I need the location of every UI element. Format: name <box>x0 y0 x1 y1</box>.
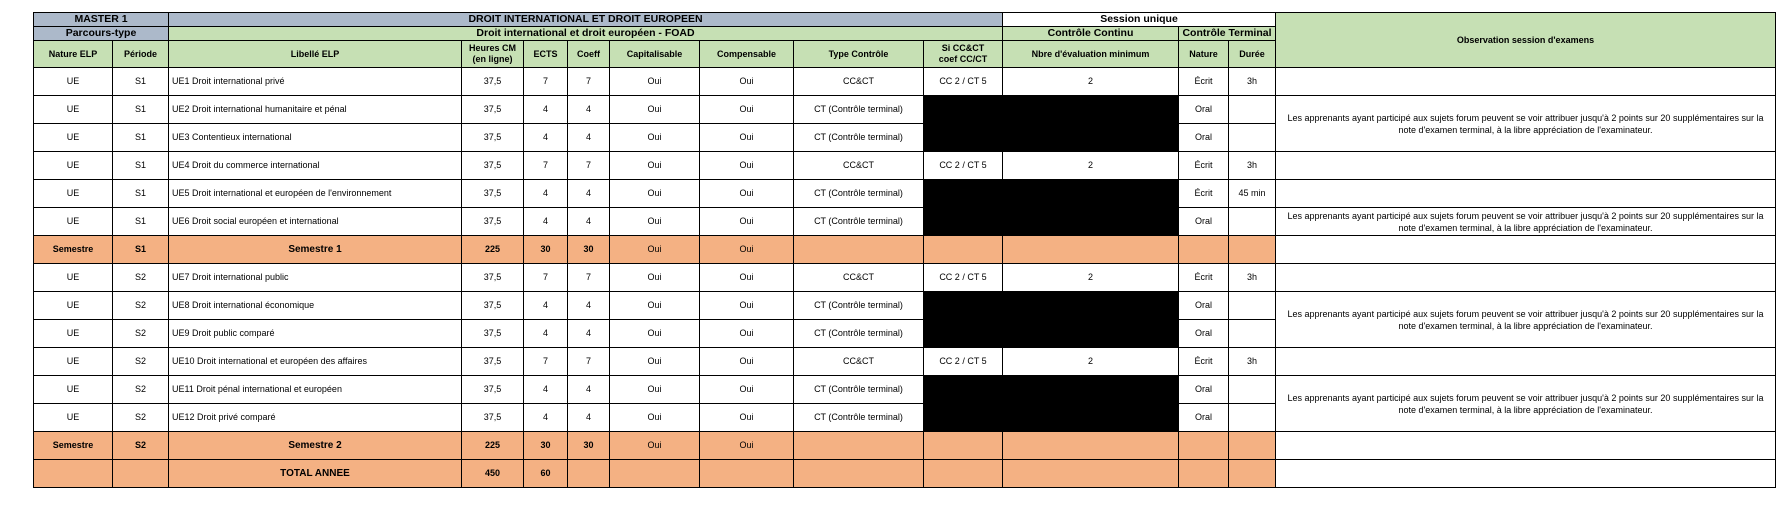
cell-duree <box>1229 320 1276 348</box>
controle-continu-header: Contrôle Continu <box>1003 27 1179 41</box>
cell-libelle: UE2 Droit international humanitaire et pénal <box>169 96 462 124</box>
cell-heures: 37,5 <box>462 320 524 348</box>
cell-coef <box>924 236 1003 264</box>
cell-observation <box>1276 348 1776 376</box>
cell-periode <box>113 460 169 488</box>
cell-ects: 30 <box>524 236 568 264</box>
cell-capitalisable: Oui <box>610 404 700 432</box>
cell-heures: 37,5 <box>462 292 524 320</box>
cell-capitalisable <box>610 460 700 488</box>
cell-ct-nature: Écrit <box>1179 180 1229 208</box>
cell-nbre: 2 <box>1003 152 1179 180</box>
cell-observation <box>1276 460 1776 488</box>
cell-duree <box>1229 376 1276 404</box>
cell-periode: S2 <box>113 264 169 292</box>
semester-row <box>34 432 1776 460</box>
cell-duree <box>1229 124 1276 152</box>
col-heures-line1: Heures CM <box>468 43 516 53</box>
cell-compensable <box>700 460 794 488</box>
cell-ct-nature: Écrit <box>1179 68 1229 96</box>
semester-row <box>34 236 1776 264</box>
cell-type: CT (Contrôle terminal) <box>794 124 924 152</box>
cell-type: CC&CT <box>794 68 924 96</box>
cell-libelle: UE9 Droit public comparé <box>169 320 462 348</box>
cell-observation <box>1276 68 1776 96</box>
cell-ct-nature: Écrit <box>1179 348 1229 376</box>
cell-capitalisable: Oui <box>610 68 700 96</box>
cell-ects: 4 <box>524 404 568 432</box>
cell-coeff: 7 <box>568 264 610 292</box>
cell-periode: S2 <box>113 292 169 320</box>
cell-observation: Les apprenants ayant participé aux sujets forum peuvent se voir attribuer jusqu'à 2 points sur 20 supplémentaires sur la note d'examen terminal, à la libre appréciation de l'examinateur. <box>1276 292 1776 348</box>
cell-libelle: UE12 Droit privé comparé <box>169 404 462 432</box>
cell-coeff: 4 <box>568 376 610 404</box>
cell-heures: 37,5 <box>462 404 524 432</box>
cell-compensable: Oui <box>700 152 794 180</box>
cell-duree: 45 min <box>1229 180 1276 208</box>
cell-ct-nature <box>1179 460 1229 488</box>
cell-capitalisable: Oui <box>610 236 700 264</box>
cell-libelle: UE11 Droit pénal international et européen <box>169 376 462 404</box>
cell-coeff: 4 <box>568 404 610 432</box>
cell-periode: S2 <box>113 348 169 376</box>
cell-coeff: 4 <box>568 208 610 236</box>
cell-capitalisable: Oui <box>610 264 700 292</box>
cell-capitalisable: Oui <box>610 376 700 404</box>
col-heures <box>462 41 524 68</box>
cell-ects: 7 <box>524 152 568 180</box>
cell-libelle: UE10 Droit international et européen des affaires <box>169 348 462 376</box>
cell-compensable: Oui <box>700 404 794 432</box>
cell-periode: S1 <box>113 96 169 124</box>
cell-observation <box>1276 236 1776 264</box>
cell-capitalisable: Oui <box>610 432 700 460</box>
cell-compensable: Oui <box>700 320 794 348</box>
cell-coef <box>924 460 1003 488</box>
cell-ects: 4 <box>524 180 568 208</box>
session-label: Session unique <box>1003 13 1276 27</box>
cell-ct-nature: Oral <box>1179 292 1229 320</box>
cell-duree: 3h <box>1229 152 1276 180</box>
cell-heures: 225 <box>462 432 524 460</box>
cell-coeff: 4 <box>568 292 610 320</box>
cell-type: CT (Contrôle terminal) <box>794 292 924 320</box>
cell-ects: 4 <box>524 320 568 348</box>
cell-duree <box>1229 292 1276 320</box>
col-coef-line1: Si CC&CT <box>941 43 985 53</box>
cell-type <box>794 236 924 264</box>
cell-ct-nature: Oral <box>1179 376 1229 404</box>
cell-periode: S2 <box>113 432 169 460</box>
table-row <box>34 152 1776 180</box>
cell-ects: 30 <box>524 432 568 460</box>
col-nature: Nature <box>1179 41 1229 68</box>
cell-duree: 3h <box>1229 264 1276 292</box>
cell-ects: 4 <box>524 208 568 236</box>
cell-compensable: Oui <box>700 68 794 96</box>
cell-coef: CC 2 / CT 5 <box>924 264 1003 292</box>
cell-nbre <box>1003 432 1179 460</box>
col-type-controle: Type Contrôle <box>794 41 924 68</box>
parcours-label: Parcours-type <box>34 27 169 41</box>
cell-nbre: 2 <box>1003 68 1179 96</box>
cell-nbre <box>1003 236 1179 264</box>
cell-heures: 37,5 <box>462 180 524 208</box>
cell-ct-nature <box>1179 236 1229 264</box>
cell-libelle: Semestre 1 <box>169 236 462 264</box>
cell-heures: 37,5 <box>462 208 524 236</box>
cell-libelle: UE5 Droit international et européen de l'environnement <box>169 180 462 208</box>
cell-heures: 37,5 <box>462 264 524 292</box>
cell-libelle: TOTAL ANNEE <box>169 460 462 488</box>
cell-heures: 37,5 <box>462 68 524 96</box>
col-compensable: Compensable <box>700 41 794 68</box>
table-row <box>34 348 1776 376</box>
cell-duree <box>1229 432 1276 460</box>
table-row <box>34 292 1776 320</box>
cell-periode: S1 <box>113 68 169 96</box>
cell-periode: S1 <box>113 152 169 180</box>
cell-coeff <box>568 460 610 488</box>
cell-coef <box>924 432 1003 460</box>
cell-compensable: Oui <box>700 264 794 292</box>
cell-nature: UE <box>34 320 113 348</box>
cell-observation: Les apprenants ayant participé aux sujets forum peuvent se voir attribuer jusqu'à 2 points sur 20 supplémentaires sur la note d'examen terminal, à la libre appréciation de l'examinateur. <box>1276 96 1776 152</box>
cell-nature: UE <box>34 264 113 292</box>
cell-compensable: Oui <box>700 292 794 320</box>
cell-nature: Semestre <box>34 432 113 460</box>
cell-heures: 225 <box>462 236 524 264</box>
col-periode: Période <box>113 41 169 68</box>
col-capitalisable: Capitalisable <box>610 41 700 68</box>
cell-compensable: Oui <box>700 432 794 460</box>
cell-capitalisable: Oui <box>610 152 700 180</box>
cell-ct-nature: Oral <box>1179 124 1229 152</box>
cell-capitalisable: Oui <box>610 180 700 208</box>
cell-type: CC&CT <box>794 348 924 376</box>
cell-coeff: 7 <box>568 348 610 376</box>
col-coef-line2: coef CC/CT <box>938 54 988 64</box>
table-row <box>34 264 1776 292</box>
cell-type: CT (Contrôle terminal) <box>794 376 924 404</box>
cell-type <box>794 432 924 460</box>
cell-heures: 37,5 <box>462 348 524 376</box>
cell-ects: 4 <box>524 124 568 152</box>
cell-heures: 37,5 <box>462 152 524 180</box>
table-row <box>34 96 1776 124</box>
col-ects: ECTS <box>524 41 568 68</box>
cell-nature: UE <box>34 292 113 320</box>
cell-ects: 7 <box>524 68 568 96</box>
cell-coeff: 30 <box>568 432 610 460</box>
cell-periode: S1 <box>113 124 169 152</box>
cell-observation <box>1276 180 1776 208</box>
cell-duree <box>1229 404 1276 432</box>
cell-capitalisable: Oui <box>610 208 700 236</box>
table-row <box>34 208 1776 236</box>
cell-capitalisable: Oui <box>610 348 700 376</box>
cell-ct-nature <box>1179 432 1229 460</box>
cell-observation <box>1276 264 1776 292</box>
cell-nature: UE <box>34 152 113 180</box>
cell-coef: CC 2 / CT 5 <box>924 152 1003 180</box>
cell-coeff: 7 <box>568 152 610 180</box>
cell-compensable: Oui <box>700 96 794 124</box>
cell-compensable: Oui <box>700 348 794 376</box>
cell-ct-nature: Écrit <box>1179 152 1229 180</box>
cell-periode: S1 <box>113 180 169 208</box>
col-nature-elp: Nature ELP <box>34 41 113 68</box>
col-coeff: Coeff <box>568 41 610 68</box>
cell-ects: 4 <box>524 292 568 320</box>
cell-duree: 3h <box>1229 68 1276 96</box>
cell-observation <box>1276 152 1776 180</box>
program-title: DROIT INTERNATIONAL ET DROIT EUROPEEN <box>169 13 1003 27</box>
cell-type: CT (Contrôle terminal) <box>794 96 924 124</box>
cell-duree <box>1229 208 1276 236</box>
cell-nature <box>34 460 113 488</box>
cell-ects: 60 <box>524 460 568 488</box>
table-row <box>34 68 1776 96</box>
exam-rules-table <box>33 12 1776 488</box>
cell-type: CC&CT <box>794 152 924 180</box>
cell-nature: UE <box>34 180 113 208</box>
cell-periode: S1 <box>113 236 169 264</box>
cell-ct-nature: Écrit <box>1179 264 1229 292</box>
cell-type: CT (Contrôle terminal) <box>794 208 924 236</box>
parcours-value: Droit international et droit européen - FOAD <box>169 27 1003 41</box>
cell-nature: UE <box>34 404 113 432</box>
cell-periode: S2 <box>113 320 169 348</box>
cell-heures: 37,5 <box>462 124 524 152</box>
cell-compensable: Oui <box>700 236 794 264</box>
cell-capitalisable: Oui <box>610 124 700 152</box>
cell-libelle: UE8 Droit international économique <box>169 292 462 320</box>
cell-observation: Les apprenants ayant participé aux sujets forum peuvent se voir attribuer jusqu'à 2 points sur 20 supplémentaires sur la note d'examen terminal, à la libre appréciation de l'examinateur. <box>1276 208 1776 236</box>
cell-nbre <box>1003 460 1179 488</box>
cell-compensable: Oui <box>700 376 794 404</box>
cell-coeff: 4 <box>568 320 610 348</box>
redacted-block <box>924 292 1179 348</box>
cell-coef: CC 2 / CT 5 <box>924 348 1003 376</box>
redacted-block <box>924 96 1179 152</box>
cell-duree: 3h <box>1229 348 1276 376</box>
cell-libelle: UE1 Droit international privé <box>169 68 462 96</box>
cell-ects: 7 <box>524 348 568 376</box>
cell-nature: UE <box>34 124 113 152</box>
cell-duree <box>1229 236 1276 264</box>
cell-duree <box>1229 96 1276 124</box>
cell-ct-nature: Oral <box>1179 208 1229 236</box>
cell-libelle: UE7 Droit international public <box>169 264 462 292</box>
col-coef-cc-ct <box>924 41 1003 68</box>
cell-compensable: Oui <box>700 208 794 236</box>
cell-ects: 4 <box>524 376 568 404</box>
cell-type: CT (Contrôle terminal) <box>794 404 924 432</box>
cell-nature: UE <box>34 68 113 96</box>
redacted-block <box>924 180 1179 236</box>
cell-libelle: UE4 Droit du commerce international <box>169 152 462 180</box>
col-duree: Durée <box>1229 41 1276 68</box>
cell-capitalisable: Oui <box>610 292 700 320</box>
cell-libelle: Semestre 2 <box>169 432 462 460</box>
cell-nbre: 2 <box>1003 264 1179 292</box>
cell-periode: S2 <box>113 404 169 432</box>
cell-ects: 7 <box>524 264 568 292</box>
col-nbre-evaluation: Nbre d'évaluation minimum <box>1003 41 1179 68</box>
cell-capitalisable: Oui <box>610 320 700 348</box>
cell-periode: S2 <box>113 376 169 404</box>
cell-ct-nature: Oral <box>1179 404 1229 432</box>
cell-nature: UE <box>34 348 113 376</box>
cell-nature: UE <box>34 96 113 124</box>
cell-nature: Semestre <box>34 236 113 264</box>
cell-ects: 4 <box>524 96 568 124</box>
cell-libelle: UE6 Droit social européen et international <box>169 208 462 236</box>
cell-nature: UE <box>34 376 113 404</box>
cell-coeff: 30 <box>568 236 610 264</box>
cell-coeff: 4 <box>568 96 610 124</box>
cell-libelle: UE3 Contentieux international <box>169 124 462 152</box>
master-label: MASTER 1 <box>34 13 169 27</box>
cell-duree <box>1229 460 1276 488</box>
cell-heures: 37,5 <box>462 96 524 124</box>
cell-type: CC&CT <box>794 264 924 292</box>
total-row <box>34 460 1776 488</box>
observation-header: Observation session d'examens <box>1276 13 1776 68</box>
cell-compensable: Oui <box>700 180 794 208</box>
cell-ct-nature: Oral <box>1179 96 1229 124</box>
cell-type: CT (Contrôle terminal) <box>794 180 924 208</box>
cell-ct-nature: Oral <box>1179 320 1229 348</box>
cell-coeff: 7 <box>568 68 610 96</box>
cell-coeff: 4 <box>568 180 610 208</box>
redacted-block <box>924 376 1179 432</box>
cell-heures: 450 <box>462 460 524 488</box>
cell-periode: S1 <box>113 208 169 236</box>
col-heures-line2: (en ligne) <box>472 54 513 64</box>
cell-observation: Les apprenants ayant participé aux sujets forum peuvent se voir attribuer jusqu'à 2 points sur 20 supplémentaires sur la note d'examen terminal, à la libre appréciation de l'examinateur. <box>1276 376 1776 432</box>
table-row <box>34 180 1776 208</box>
cell-type: CT (Contrôle terminal) <box>794 320 924 348</box>
col-libelle: Libellé ELP <box>169 41 462 68</box>
cell-capitalisable: Oui <box>610 96 700 124</box>
cell-nbre: 2 <box>1003 348 1179 376</box>
cell-coeff: 4 <box>568 124 610 152</box>
cell-compensable: Oui <box>700 124 794 152</box>
cell-type <box>794 460 924 488</box>
table-row <box>34 376 1776 404</box>
cell-coef: CC 2 / CT 5 <box>924 68 1003 96</box>
controle-terminal-header: Contrôle Terminal <box>1179 27 1276 41</box>
cell-nature: UE <box>34 208 113 236</box>
cell-heures: 37,5 <box>462 376 524 404</box>
cell-observation <box>1276 432 1776 460</box>
